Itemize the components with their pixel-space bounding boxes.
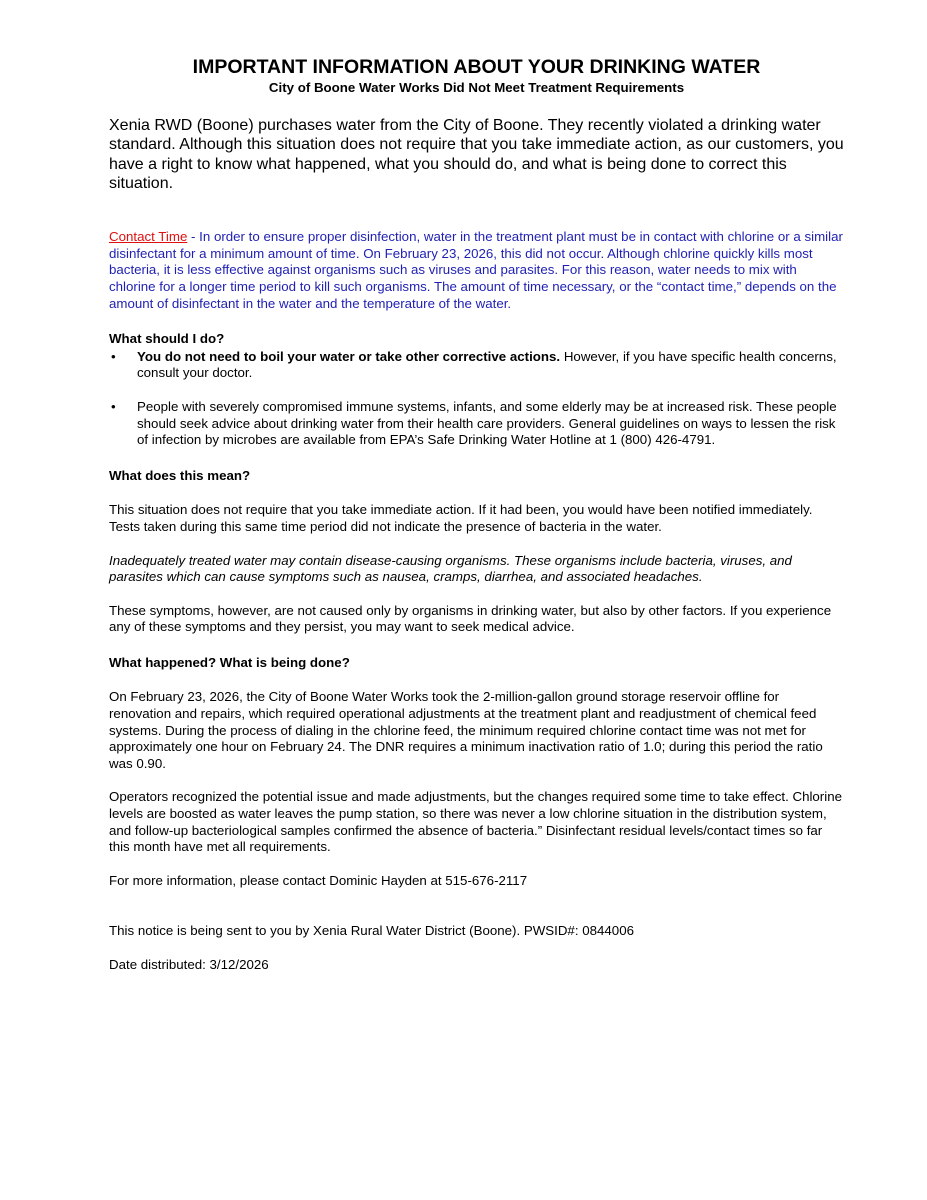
contact-time-term: Contact Time [109,229,188,245]
list-item [109,399,844,449]
bullet-icon: • [111,348,116,364]
happened-paragraph-1: On February 23, 2026, the City of Boone Water Works took the 2-million-gallon ground storage reservoir offline for renovation and repairs, which required operational adjustments at the treatment plant and readjustment of chemical feed systems. During the process of dialing in the chlorine feed, the minimum required chlorine contact time was not met for approximately one hour on February 24. The DNR requires a minimum inactivation ratio of 1.0; during this period the ratio was 0.90. [109,689,823,771]
sent-by-notice: This notice is being sent to you by Xenia Rural Water District (Boone). PWSID#: 0844006 [109,923,634,939]
boil-advice-rest: However, if you have specific health concerns, consult your doctor. [137,348,837,381]
contact-time-text: - In order to ensure proper disinfection, water in the treatment plant must be in contact with chlorine or a similar disinfectant for a minimum amount of time. On February 23, 2026, this did not occur. Although chlorine quickly kills most bacteria, it is less effective against organisms such as viruses and parasites. For this reason, water needs to mix with chlorine for a longer time period to kill such organisms. The amount of time necessary, or the “contact time,” depends on the amount of disinfectant in the water and the temperature of the water. [109,229,843,311]
happened-paragraph-2: Operators recognized the potential issue and made adjustments, but the changes required some time to take effect. Chlorine levels are boosted as water leaves the pump station, so there was never a low chlorine situation in the distribution system, and follow-up bacteriological samples confirmed the absence of bacteria.” Disinfectant residual levels/contact times so far this month have met all requirements. [109,789,842,855]
date-distributed: Date distributed: 3/12/2026 [109,957,269,972]
meaning-paragraph-3: These symptoms, however, are not caused only by organisms in drinking water, but also by other factors. If you experience any of these symptoms and they persist, you may want to seek medical advice. [109,602,832,635]
contact-time-paragraph [109,229,844,312]
advice-list [109,349,844,449]
page-subtitle: City of Boone Water Works Did Not Meet Treatment Requirements [268,80,685,95]
boil-advice-bold: You do not need to boil your water or take other corrective actions. [137,348,561,364]
meaning-paragraph-2: Inadequately treated water may contain disease-causing organisms. These organisms include bacteria, viruses, and parasites which can cause symptoms such as nausea, cramps, diarrhea, and associated headaches. [109,552,792,585]
page-title: IMPORTANT INFORMATION ABOUT YOUR DRINKING WATER [192,56,761,78]
bullet-icon: • [111,398,116,414]
notice-document [109,56,844,974]
intro-paragraph: Xenia RWD (Boone) purchases water from the City of Boone. They recently violated a drinking water standard. Although this situation does not require that you take immediate action, as our customers, you have a right to know what happened, what you should do, and what is being done to correct this situation. [109,117,844,192]
what-does-this-mean-heading: What does this mean? [109,467,251,483]
what-happened-heading: What happened? What is being done? [109,654,350,670]
meaning-paragraph-1: This situation does not require that you take immediate action. If it had been, you would have been notified immediately. Tests taken during this same time period did not indicate the presence of bacteria in the water. [109,502,813,534]
at-risk-advice: People with severely compromised immune systems, infants, and some elderly may be at increased risk. These people should seek advice about drinking water from their health care providers. General guidelines on ways to lessen the risk of infection by microbes are available from EPA’s Safe Drinking Water Hotline at 1 (800) 426-4791. [137,398,837,448]
list-item [109,349,844,382]
what-should-i-do-heading: What should I do? [109,331,225,347]
contact-info: For more information, please contact Dominic Hayden at 515-676-2117 [109,872,528,888]
